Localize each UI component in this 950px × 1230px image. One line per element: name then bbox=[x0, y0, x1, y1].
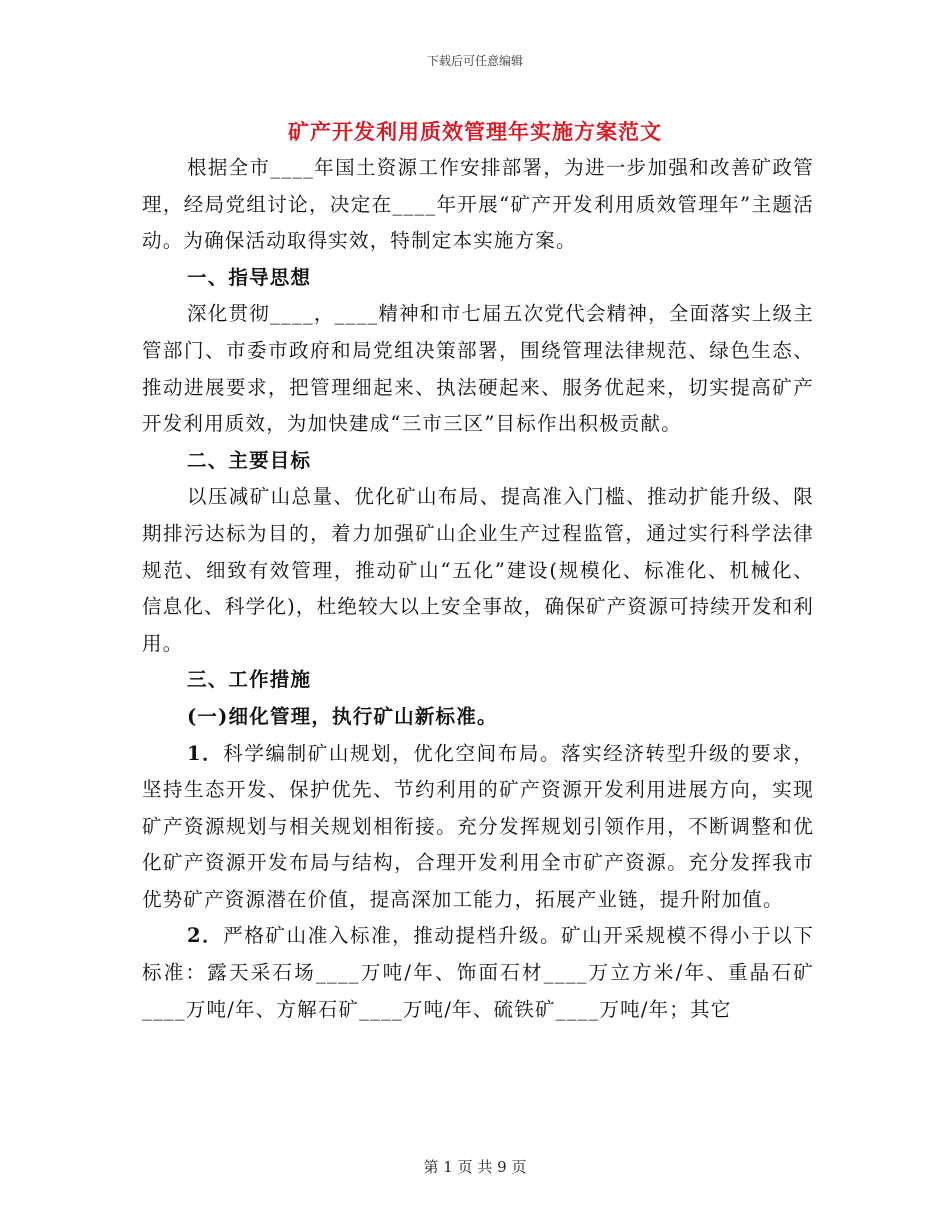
section-heading-guiding-ideology: 一、指导思想 bbox=[187, 265, 312, 289]
section-heading-work-measures: 三、工作措施 bbox=[187, 668, 312, 692]
item-number-1: 1． bbox=[187, 741, 224, 765]
guiding-ideology-paragraph: 深化贯彻____，____精神和市七届五次党代会精神，全面落实上级主管部门、市委市政府和局党组决策部署，围绕管理法律规范、绿色生态、推动进展要求，把管理细起来、执法硬起来、服务优起来，切实提高矿产开发利用质效，为加快建成“三市三区”目标作出积极贡献。 bbox=[142, 302, 814, 436]
subsection-heading-refined-management: (一)细化管理，执行矿山新标准。 bbox=[187, 704, 498, 728]
item-number-2: 2． bbox=[187, 924, 224, 948]
document-title: 矿产开发利用质效管理年实施方案范文 bbox=[288, 119, 662, 144]
intro-paragraph: 根据全市____年国土资源工作安排部署，为进一步加强和改善矿政管理，经局党组讨论，决定在____年开展“矿产开发利用质效管理年”主题活动。为确保活动取得实效，特制定本实施方案。 bbox=[142, 156, 814, 253]
measure-item-2 bbox=[142, 918, 814, 1028]
main-goals-paragraph: 以压减矿山总量、优化矿山布局、提高准入门槛、推动扩能升级、限期排污达标为目的，着力加强矿山企业生产过程监管，通过实行科学法律规范、细致有效管理，推动矿山“五化”建设(规模化、标准化、机械化、信息化、科学化)，杜绝较大以上安全事故，确保矿产资源可持续开发和利用。 bbox=[142, 485, 814, 655]
header-note: 下载后可任意编辑 bbox=[426, 54, 523, 68]
section-heading-main-goals: 二、主要目标 bbox=[187, 448, 312, 472]
document-body bbox=[142, 150, 814, 1028]
page-number-footer: 第 1 页 共 9 页 bbox=[423, 1158, 527, 1176]
item-text-1: 科学编制矿山规划，优化空间布局。落实经济转型升级的要求，坚持生态开发、保护优先、节约利用的矿产资源开发利用进展方向，实现矿产资源规划与相关规划相衔接。充分发挥规划引领作用，不断调整和优化矿产资源开发布局与结构，合理开发利用全市矿产资源。充分发挥我市优势矿产资源潜在价值，提高深加工能力，拓展产业链，提升附加值。 bbox=[142, 741, 814, 911]
measure-item-1 bbox=[142, 736, 814, 919]
item-text-2: 严格矿山准入标准，推动提档升级。矿山开采规模不得小于以下标准：露天采石场____万吨/年、饰面石材____万立方米/年、重晶石矿____万吨/年、方解石矿____万吨/年、硫铁矿____万吨/年；其它 bbox=[142, 924, 814, 1021]
